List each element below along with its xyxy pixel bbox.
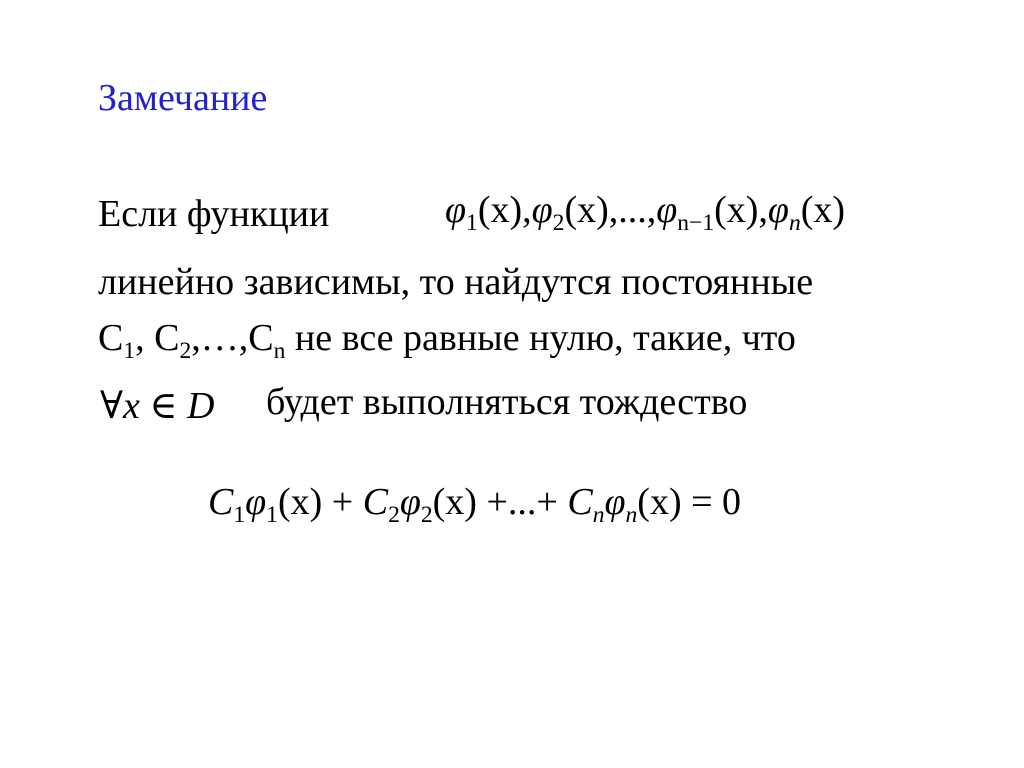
plus-sign: + bbox=[486, 481, 508, 523]
phi-symbol: φ bbox=[604, 481, 626, 523]
subscript: 2 bbox=[388, 502, 400, 529]
subscript: n bbox=[625, 502, 638, 529]
argument: (x) bbox=[477, 189, 523, 231]
argument: (x) bbox=[564, 189, 609, 231]
subscript: 1 bbox=[266, 502, 278, 529]
ellipsis: ... bbox=[507, 481, 537, 523]
plus-sign: + bbox=[331, 481, 354, 523]
subscript: 1 bbox=[233, 502, 246, 529]
constant-letter: C bbox=[98, 317, 124, 359]
subscript: n bbox=[592, 502, 605, 529]
phi-symbol: φ bbox=[767, 189, 789, 231]
formula-identity bbox=[208, 478, 742, 529]
phi-symbol: φ bbox=[531, 189, 553, 231]
argument: (x) bbox=[432, 481, 477, 523]
equals-sign: = bbox=[691, 481, 713, 523]
text-identity-holds: будет выполняться тождество bbox=[266, 381, 748, 423]
text-linearly-dependent: линейно зависимы, то найдутся постоянные bbox=[98, 261, 814, 303]
formula-for-all-x bbox=[100, 382, 214, 430]
zero: 0 bbox=[722, 481, 742, 523]
text-not-all-zero: не все равные нулю, такие, что bbox=[285, 317, 796, 359]
plus-sign: + bbox=[536, 481, 558, 523]
constant-c: C bbox=[362, 481, 389, 523]
phi-symbol: φ bbox=[399, 481, 421, 523]
subscript: 1 bbox=[466, 210, 478, 237]
text-if-functions: Если функции bbox=[98, 193, 330, 235]
subscript: 2 bbox=[552, 210, 565, 237]
subscript: 1 bbox=[123, 338, 136, 365]
set-d: D bbox=[186, 385, 215, 427]
comma: , bbox=[522, 189, 532, 231]
argument: (x) bbox=[277, 481, 323, 523]
phi-symbol: φ bbox=[445, 189, 467, 231]
separator: ,…,C bbox=[191, 317, 274, 359]
forall-symbol: ∀ bbox=[100, 385, 123, 427]
phi-symbol: φ bbox=[245, 481, 267, 523]
subscript: 2 bbox=[420, 502, 433, 529]
constant-c: C bbox=[208, 481, 234, 523]
subscript: n−1 bbox=[677, 210, 715, 237]
argument: (x) bbox=[714, 189, 759, 231]
text-constants bbox=[98, 314, 796, 365]
argument: (x) bbox=[800, 189, 846, 231]
constant-c: C bbox=[567, 481, 593, 523]
variable-x: x bbox=[122, 385, 140, 427]
ellipsis: ,..., bbox=[608, 189, 657, 231]
slide-title: Замечание bbox=[98, 77, 268, 119]
argument: (x) bbox=[637, 481, 682, 523]
phi-symbol: φ bbox=[656, 189, 678, 231]
formula-function-list bbox=[445, 186, 846, 237]
subscript: 2 bbox=[179, 338, 192, 365]
subscript: n bbox=[788, 210, 801, 237]
subscript: n bbox=[273, 338, 286, 365]
element-of-symbol: ∈ bbox=[149, 385, 178, 427]
comma: , bbox=[758, 189, 768, 231]
separator: , C bbox=[135, 317, 180, 359]
